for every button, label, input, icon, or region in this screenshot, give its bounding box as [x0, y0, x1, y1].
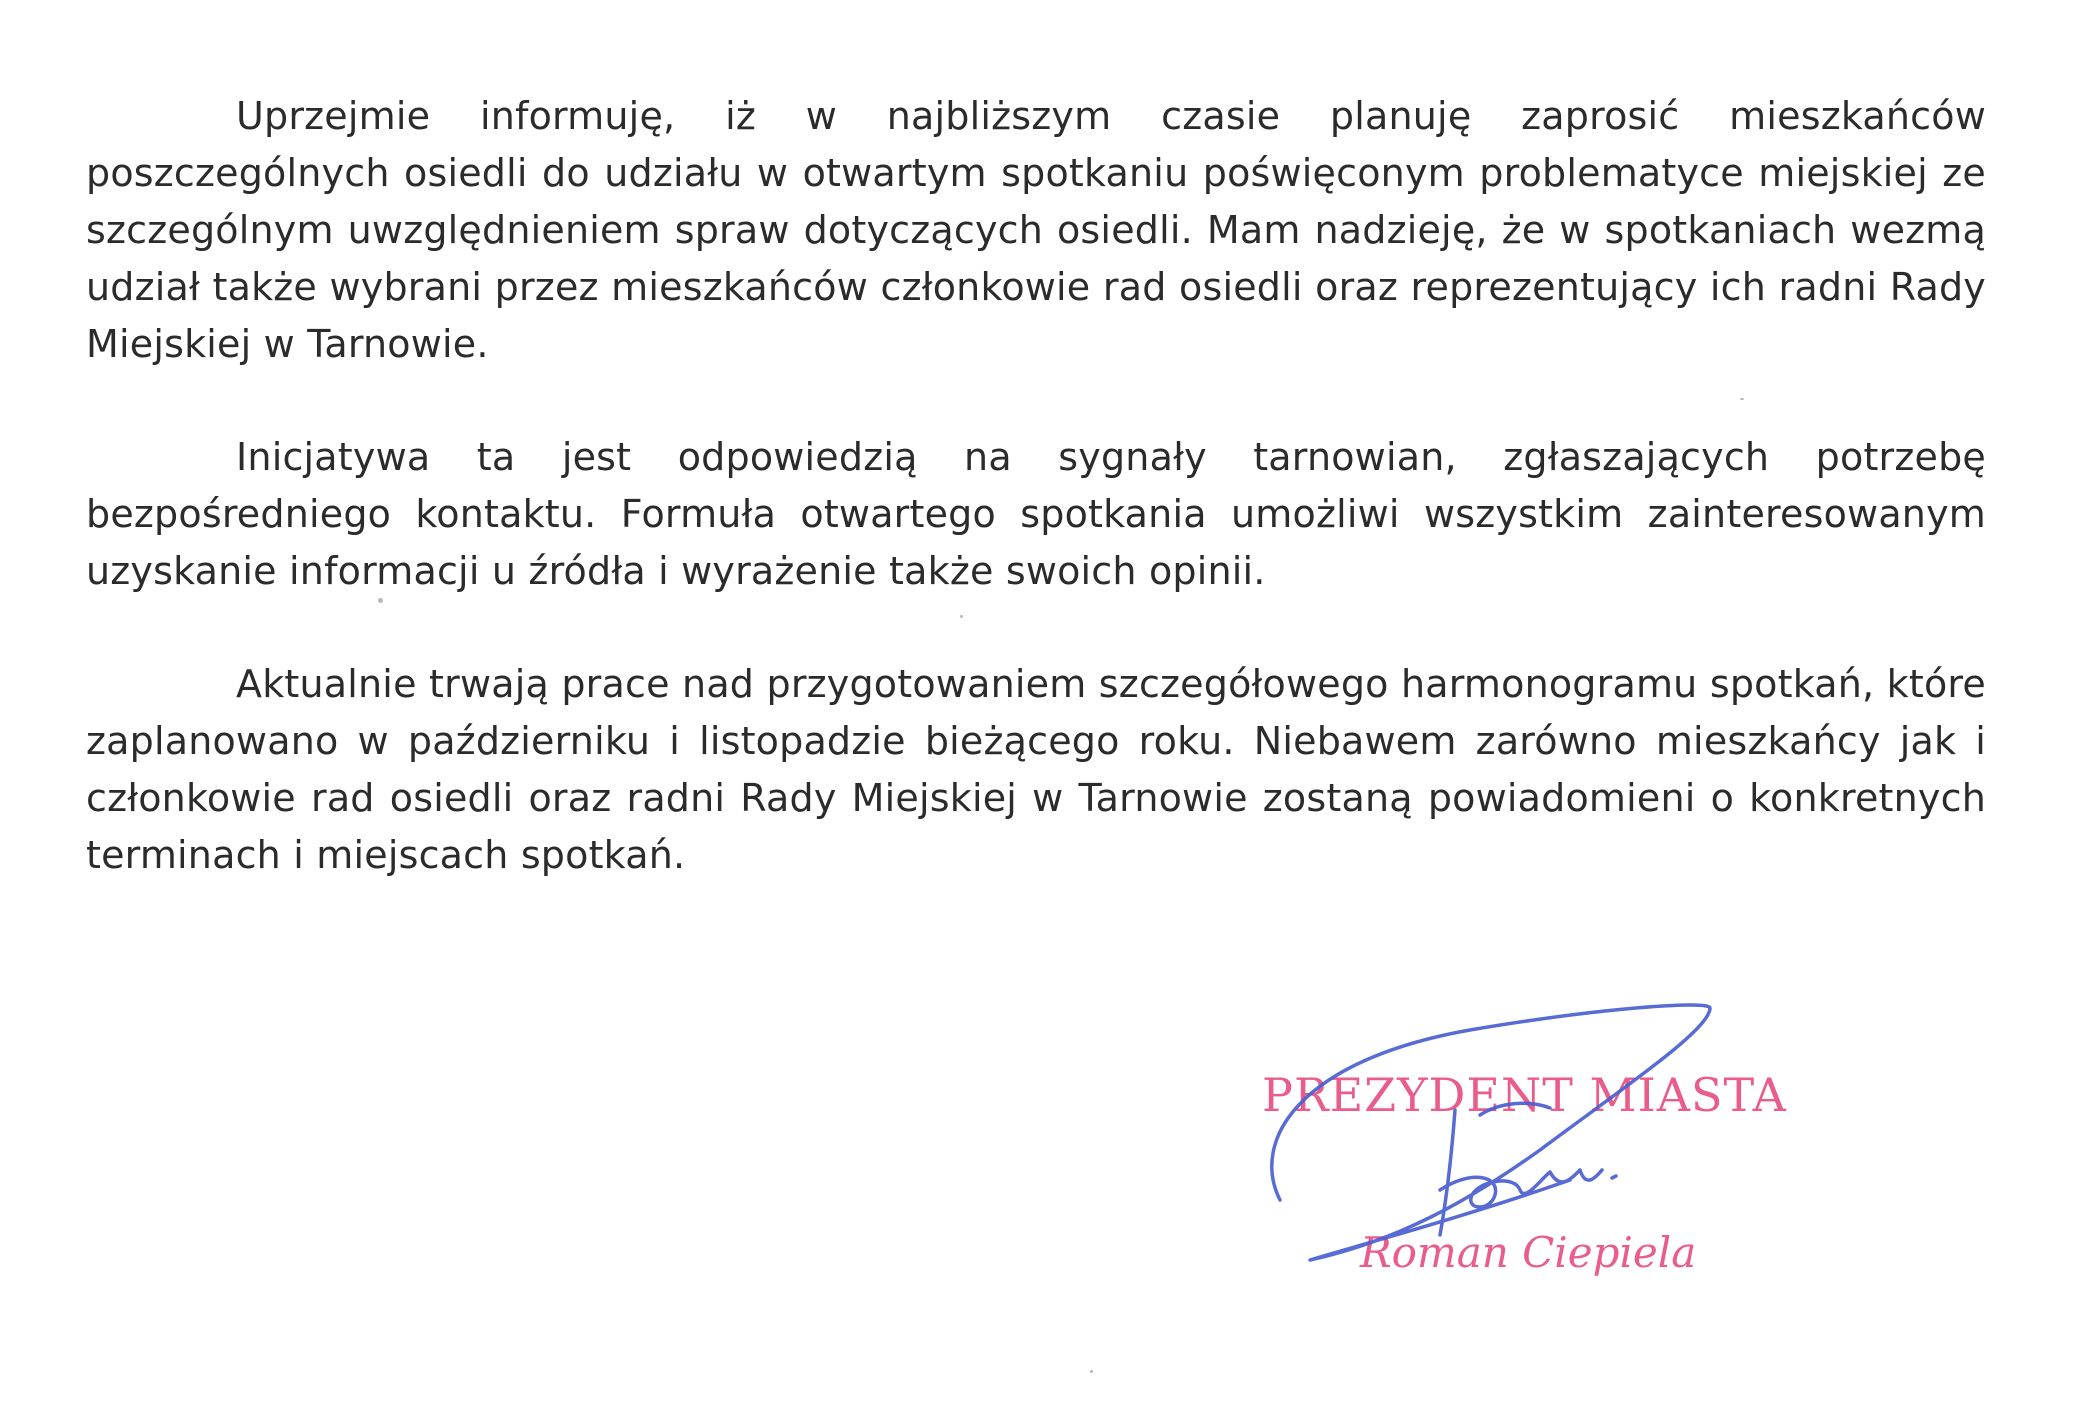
scan-speck [1090, 1370, 1093, 1373]
paragraph-1: Uprzejmie informuję, iż w najbliższym czasie planuję zaprosić mieszkańców poszczególnych osiedli do udziału w otwartym spotkaniu poświęconym problematyce miejskiej ze szczególnym uwzględnieniem spraw dotyczących osiedli. Mam nadzieję, że w spotkaniach wezmą udział także wybrani przez mieszkańców członkowie rad osiedli oraz reprezentujący ich radni Rady Miejskiej w Tarnowie. [86, 94, 1986, 366]
paragraph-3: Aktualnie trwają prace nad przygotowaniem szczegółowego harmonogramu spotkań, które zaplanowano w październiku i listopadzie bieżącego roku. Niebawem zarówno mieszkańcy jak i członkowie rad osiedli oraz radni Rady Miejskiej w Tarnowie zostaną powiadomieni o konkretnych terminach i miejscach spotkań. [86, 662, 1986, 877]
stamp-and-signature [1240, 990, 1860, 1320]
signature-icon [1240, 990, 1860, 1320]
scan-speck [960, 615, 963, 618]
stamp-title: PREZYDENT MIASTA [1262, 1068, 1787, 1122]
scan-speck [1740, 398, 1744, 400]
letter-body [86, 88, 1986, 884]
stamp-name: Roman Ciepiela [1360, 1228, 1697, 1277]
paragraph-2: Inicjatywa ta jest odpowiedzią na sygnały tarnowian, zgłaszających potrzebę bezpośredniego kontaktu. Formuła otwartego spotkania umożliwi wszystkim zainteresowanym uzyskanie informacji u źródła i wyrażenie także swoich opinii. [86, 435, 1986, 593]
scan-speck [378, 598, 383, 603]
